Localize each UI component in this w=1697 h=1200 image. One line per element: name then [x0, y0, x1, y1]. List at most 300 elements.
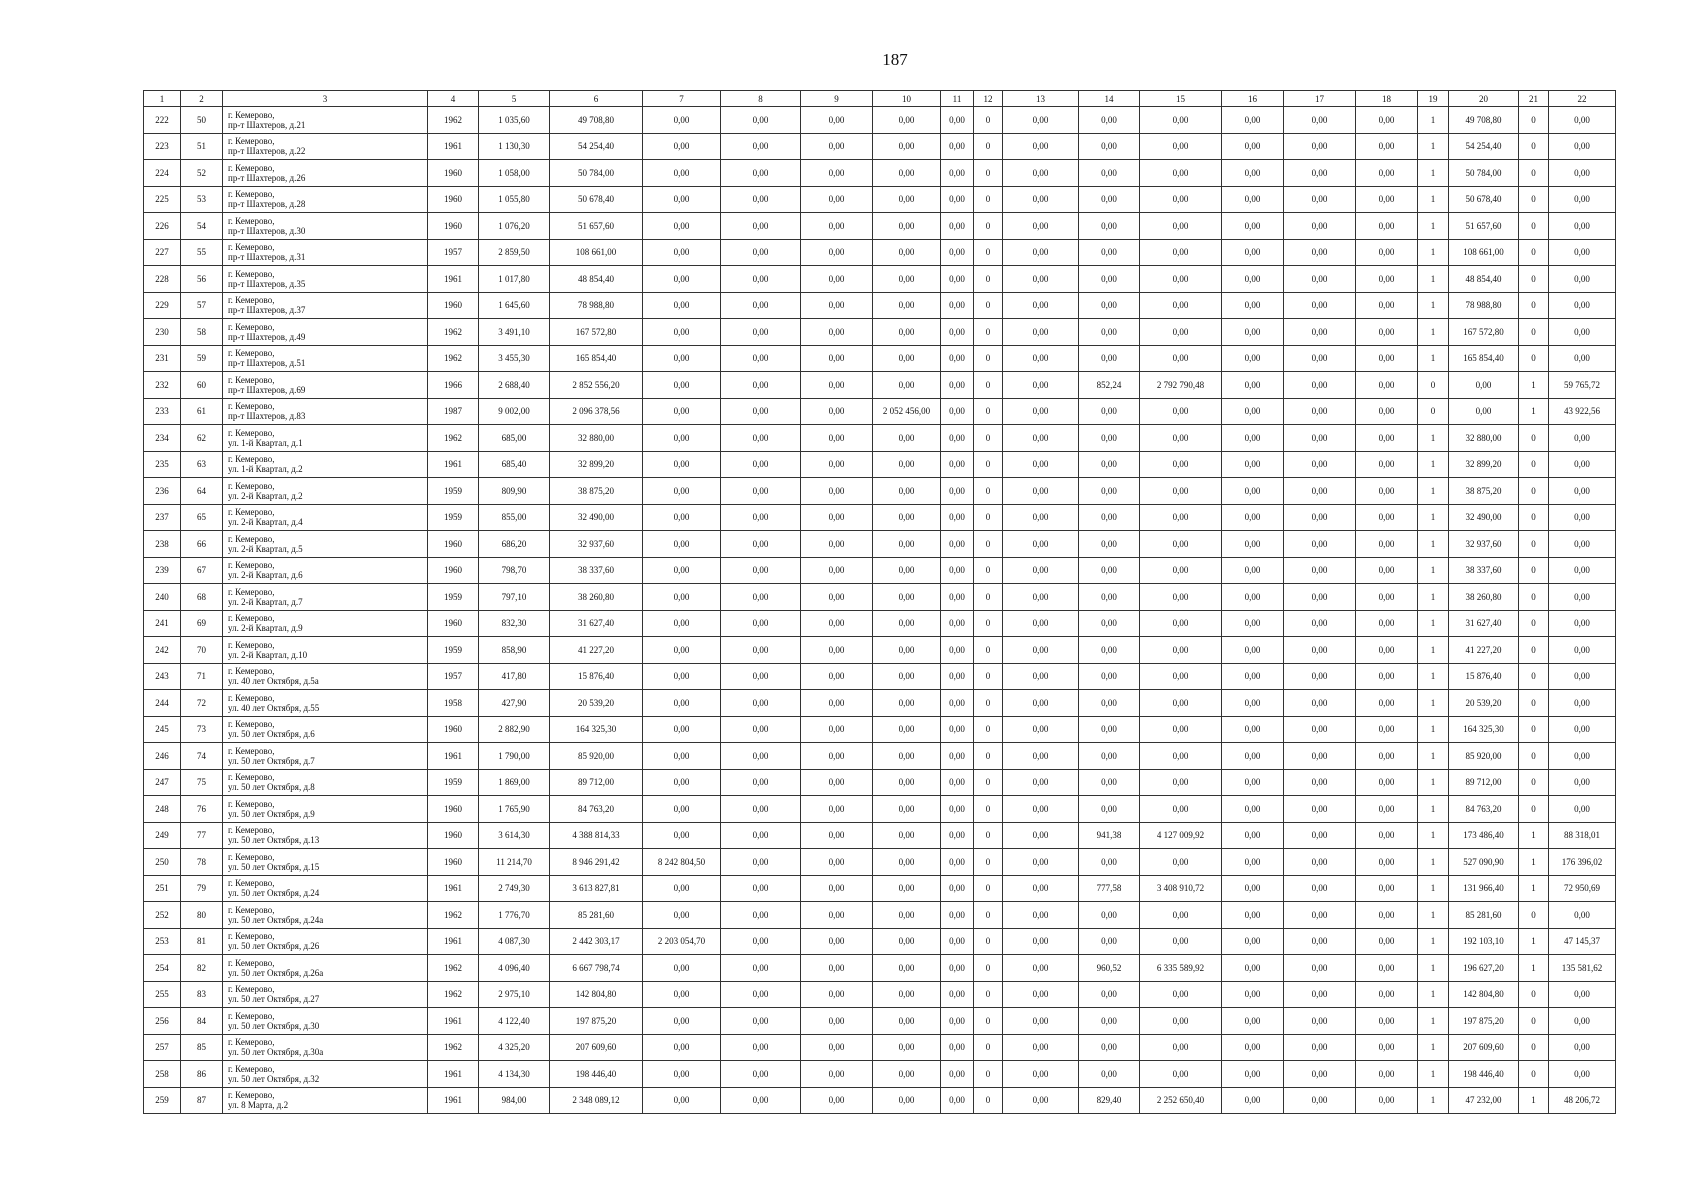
table-cell: 1 076,20: [479, 213, 550, 240]
column-header: 5: [479, 91, 550, 107]
table-cell: 38 260,80: [550, 584, 643, 611]
column-header: 12: [974, 91, 1003, 107]
table-cell: 0,00: [801, 531, 873, 558]
address-line: г. Кемерово,: [228, 745, 275, 756]
table-cell: 0,00: [1140, 292, 1222, 319]
table-cell: 164 325,30: [1449, 716, 1519, 743]
table-cell: 0,00: [1079, 107, 1140, 134]
table-cell: 255: [144, 981, 181, 1008]
table-cell: 1961: [428, 266, 479, 293]
table-cell: 0: [974, 981, 1003, 1008]
table-cell: 0,00: [1222, 610, 1284, 637]
table-cell: 0,00: [1222, 981, 1284, 1008]
table-cell: 0,00: [1222, 557, 1284, 584]
table-cell: 32 899,20: [550, 451, 643, 478]
table-row: [144, 451, 1616, 478]
table-cell: 48 206,72: [1549, 1087, 1616, 1114]
table-cell: 0,00: [721, 663, 801, 690]
table-cell: 0,00: [1356, 451, 1418, 478]
table-cell: 1: [1418, 902, 1449, 929]
table-cell: 0,00: [873, 451, 941, 478]
table-cell: 0: [974, 213, 1003, 240]
table-cell: 0: [974, 425, 1003, 452]
table-cell: 0,00: [1140, 769, 1222, 796]
table-cell: 0,00: [801, 345, 873, 372]
table-cell: 0,00: [1079, 186, 1140, 213]
table-cell: 20 539,20: [1449, 690, 1519, 717]
address-line: ул. 1-й Квартал, д.1: [228, 437, 303, 448]
table-cell: 0,00: [1079, 1034, 1140, 1061]
table-cell: 0,00: [721, 451, 801, 478]
table-cell: 0: [1519, 345, 1549, 372]
table-cell: 0,00: [1222, 451, 1284, 478]
table-cell: 0,00: [1549, 1008, 1616, 1035]
table-cell: 0,00: [1284, 769, 1356, 796]
table-cell: 0,00: [1222, 1061, 1284, 1088]
table-cell: 0,00: [1284, 531, 1356, 558]
table-cell: 1957: [428, 239, 479, 266]
address-cell: [223, 107, 428, 134]
table-cell: 38 260,80: [1449, 584, 1519, 611]
table-cell: 0,00: [1222, 372, 1284, 399]
table-cell: 0,00: [643, 663, 721, 690]
table-cell: 941,38: [1079, 822, 1140, 849]
table-cell: 1: [1418, 557, 1449, 584]
table-cell: 1: [1519, 1087, 1549, 1114]
table-cell: 0,00: [643, 796, 721, 823]
table-cell: 0,00: [643, 769, 721, 796]
table-cell: 225: [144, 186, 181, 213]
table-cell: 0: [974, 1008, 1003, 1035]
table-cell: 1: [1418, 849, 1449, 876]
table-cell: 0: [974, 716, 1003, 743]
column-header: 7: [643, 91, 721, 107]
table-cell: 0,00: [1003, 981, 1079, 1008]
table-cell: 1960: [428, 557, 479, 584]
table-cell: 0,00: [1549, 796, 1616, 823]
table-cell: 0: [1519, 504, 1549, 531]
table-cell: 0: [974, 557, 1003, 584]
address-cell: [223, 133, 428, 160]
table-cell: 0,00: [1003, 663, 1079, 690]
table-cell: 41 227,20: [550, 637, 643, 664]
table-cell: 2 749,30: [479, 875, 550, 902]
table-cell: 32 899,20: [1449, 451, 1519, 478]
table-cell: 0,00: [1003, 107, 1079, 134]
table-cell: 0,00: [721, 425, 801, 452]
table-cell: 0: [974, 1061, 1003, 1088]
table-row: [144, 531, 1616, 558]
table-cell: 0: [974, 796, 1003, 823]
table-cell: 0,00: [643, 610, 721, 637]
table-cell: 52: [181, 160, 223, 187]
table-cell: 685,40: [479, 451, 550, 478]
table-cell: 0,00: [1549, 716, 1616, 743]
table-cell: 0,00: [1140, 716, 1222, 743]
table-row: [144, 1061, 1616, 1088]
table-cell: 0: [1418, 372, 1449, 399]
table-row: [144, 743, 1616, 770]
table-cell: 0,00: [1222, 504, 1284, 531]
table-cell: 0,00: [1284, 239, 1356, 266]
table-cell: 0,00: [1356, 955, 1418, 982]
address-line: ул. 2-й Квартал, д.9: [228, 623, 303, 634]
table-cell: 254: [144, 955, 181, 982]
table-cell: 1: [1418, 875, 1449, 902]
table-cell: 0,00: [1356, 425, 1418, 452]
table-cell: 54: [181, 213, 223, 240]
table-cell: 0,00: [721, 875, 801, 902]
table-cell: 0,00: [801, 769, 873, 796]
address-line: г. Кемерово,: [228, 851, 275, 862]
table-cell: 0,00: [643, 478, 721, 505]
table-cell: 196 627,20: [1449, 955, 1519, 982]
address-line: г. Кемерово,: [228, 321, 275, 332]
table-cell: 1960: [428, 716, 479, 743]
table-row: [144, 716, 1616, 743]
table-cell: 0,00: [1356, 981, 1418, 1008]
table-body: [144, 107, 1616, 1114]
table-cell: 0,00: [721, 557, 801, 584]
table-cell: 0,00: [1222, 690, 1284, 717]
table-cell: 0: [974, 504, 1003, 531]
table-cell: 0,00: [801, 186, 873, 213]
address-cell: [223, 1008, 428, 1035]
table-cell: 0: [1519, 584, 1549, 611]
table-cell: 0: [1519, 451, 1549, 478]
table-cell: 0,00: [1284, 451, 1356, 478]
table-cell: 54 254,40: [550, 133, 643, 160]
address-cell: [223, 292, 428, 319]
table-cell: 0: [974, 319, 1003, 346]
table-cell: 0,00: [1140, 319, 1222, 346]
column-header: 8: [721, 91, 801, 107]
table-cell: 0,00: [1284, 1087, 1356, 1114]
table-cell: 427,90: [479, 690, 550, 717]
table-cell: 0,00: [1003, 849, 1079, 876]
address-line: г. Кемерово,: [228, 109, 275, 120]
table-cell: 0,00: [1356, 743, 1418, 770]
table-cell: 0,00: [643, 557, 721, 584]
table-cell: 0,00: [941, 345, 974, 372]
table-cell: 0,00: [1003, 690, 1079, 717]
address-line: г. Кемерово,: [228, 374, 275, 385]
table-cell: 0,00: [1549, 769, 1616, 796]
table-cell: 0,00: [1284, 875, 1356, 902]
address-line: г. Кемерово,: [228, 719, 275, 730]
table-cell: 0,00: [1356, 796, 1418, 823]
table-cell: 0,00: [1140, 345, 1222, 372]
table-cell: 0,00: [801, 690, 873, 717]
table-cell: 1961: [428, 875, 479, 902]
table-cell: 0,00: [1356, 557, 1418, 584]
table-cell: 0,00: [941, 451, 974, 478]
table-cell: 0,00: [801, 875, 873, 902]
address-line: г. Кемерово,: [228, 427, 275, 438]
address-line: г. Кемерово,: [228, 533, 275, 544]
table-cell: 1 130,30: [479, 133, 550, 160]
table-cell: 48 854,40: [550, 266, 643, 293]
table-cell: 84: [181, 1008, 223, 1035]
table-cell: 0,00: [1140, 398, 1222, 425]
table-cell: 234: [144, 425, 181, 452]
table-cell: 59 765,72: [1549, 372, 1616, 399]
table-cell: 246: [144, 743, 181, 770]
address-cell: [223, 345, 428, 372]
table-cell: 809,90: [479, 478, 550, 505]
table-cell: 0: [1519, 637, 1549, 664]
table-cell: 0,00: [873, 902, 941, 929]
table-cell: 0: [1519, 610, 1549, 637]
table-cell: 1957: [428, 663, 479, 690]
table-cell: 1960: [428, 531, 479, 558]
table-cell: 0,00: [721, 478, 801, 505]
table-cell: 1 645,60: [479, 292, 550, 319]
table-cell: 0,00: [1003, 345, 1079, 372]
table-cell: 84 763,20: [550, 796, 643, 823]
table-cell: 0: [1418, 398, 1449, 425]
table-cell: 0,00: [1140, 160, 1222, 187]
column-header: 1: [144, 91, 181, 107]
table-cell: 0,00: [873, 319, 941, 346]
table-cell: 50 784,00: [1449, 160, 1519, 187]
table-cell: 3 613 827,81: [550, 875, 643, 902]
table-cell: 85 920,00: [550, 743, 643, 770]
table-cell: 0,00: [1003, 584, 1079, 611]
table-cell: 0,00: [1549, 610, 1616, 637]
table-cell: 0,00: [801, 239, 873, 266]
table-cell: 0,00: [1079, 849, 1140, 876]
address-line: г. Кемерово,: [228, 586, 275, 597]
table-cell: 1: [1418, 451, 1449, 478]
table-cell: 0: [974, 955, 1003, 982]
table-cell: 0,00: [1222, 1008, 1284, 1035]
address-cell: [223, 186, 428, 213]
table-row: [144, 875, 1616, 902]
table-cell: 108 661,00: [1449, 239, 1519, 266]
address-line: г. Кемерово,: [228, 639, 275, 650]
table-cell: 0,00: [1222, 186, 1284, 213]
table-cell: 0: [1519, 186, 1549, 213]
table-cell: 0,00: [1356, 849, 1418, 876]
table-cell: 0: [1519, 319, 1549, 346]
table-cell: 0,00: [1140, 849, 1222, 876]
table-cell: 248: [144, 796, 181, 823]
column-header: 6: [550, 91, 643, 107]
table-cell: 0,00: [643, 266, 721, 293]
table-cell: 4 122,40: [479, 1008, 550, 1035]
address-line: г. Кемерово,: [228, 162, 275, 173]
address-line: пр-т Шахтеров, д.51: [228, 358, 306, 369]
table-cell: 1: [1418, 981, 1449, 1008]
table-cell: 1: [1418, 133, 1449, 160]
table-cell: 0,00: [1356, 1034, 1418, 1061]
table-cell: 70: [181, 637, 223, 664]
table-cell: 0,00: [1356, 769, 1418, 796]
table-cell: 0,00: [1079, 690, 1140, 717]
table-cell: 31 627,40: [550, 610, 643, 637]
table-cell: 0,00: [1140, 743, 1222, 770]
table-cell: 0,00: [1079, 266, 1140, 293]
table-cell: 0,00: [643, 743, 721, 770]
table-cell: 1: [1418, 478, 1449, 505]
table-cell: 0,00: [941, 690, 974, 717]
table-cell: 527 090,90: [1449, 849, 1519, 876]
address-line: ул. 50 лет Октября, д.26а: [228, 967, 324, 978]
table-cell: 4 134,30: [479, 1061, 550, 1088]
table-cell: 0,00: [1140, 902, 1222, 929]
table-cell: 0,00: [721, 213, 801, 240]
address-line: г. Кемерово,: [228, 878, 275, 889]
table-cell: 0,00: [721, 1061, 801, 1088]
table-cell: 1: [1418, 769, 1449, 796]
table-cell: 77: [181, 822, 223, 849]
column-header: 15: [1140, 91, 1222, 107]
table-cell: 0,00: [1079, 981, 1140, 1008]
table-cell: 0,00: [1356, 107, 1418, 134]
table-cell: 85 920,00: [1449, 743, 1519, 770]
table-cell: 0,00: [1284, 266, 1356, 293]
table-cell: 0: [1519, 769, 1549, 796]
table-cell: 0,00: [1549, 319, 1616, 346]
table-cell: 0: [974, 743, 1003, 770]
table-cell: 258: [144, 1061, 181, 1088]
table-cell: 0,00: [1079, 663, 1140, 690]
address-line: ул. 50 лет Октября, д.26: [228, 941, 320, 952]
register-table: [143, 90, 1616, 1114]
table-cell: 0,00: [1284, 584, 1356, 611]
table-cell: 0: [974, 902, 1003, 929]
table-cell: 1: [1519, 372, 1549, 399]
table-cell: 0,00: [801, 451, 873, 478]
table-cell: 0,00: [1549, 292, 1616, 319]
table-cell: 0,00: [1284, 743, 1356, 770]
table-row: [144, 107, 1616, 134]
table-cell: 69: [181, 610, 223, 637]
table-cell: 0: [1519, 663, 1549, 690]
table-cell: 0,00: [643, 292, 721, 319]
table-cell: 164 325,30: [550, 716, 643, 743]
table-cell: 0: [1519, 1061, 1549, 1088]
table-cell: 165 854,40: [1449, 345, 1519, 372]
table-cell: 0: [1519, 743, 1549, 770]
table-cell: 0,00: [873, 478, 941, 505]
table-cell: 0,00: [941, 1008, 974, 1035]
table-cell: 0,00: [1079, 160, 1140, 187]
table-cell: 0: [974, 928, 1003, 955]
table-row: [144, 663, 1616, 690]
address-line: г. Кемерово,: [228, 242, 275, 253]
table-cell: 87: [181, 1087, 223, 1114]
table-cell: 0,00: [1549, 981, 1616, 1008]
table-cell: 0,00: [1284, 504, 1356, 531]
table-cell: 0: [974, 345, 1003, 372]
address-line: г. Кемерово,: [228, 295, 275, 306]
table-cell: 0,00: [1222, 716, 1284, 743]
table-cell: 229: [144, 292, 181, 319]
table-cell: 0,00: [873, 372, 941, 399]
table-cell: 0,00: [1449, 372, 1519, 399]
table-cell: 0,00: [1003, 239, 1079, 266]
table-cell: 240: [144, 584, 181, 611]
table-cell: 0,00: [873, 292, 941, 319]
table-cell: 78 988,80: [1449, 292, 1519, 319]
table-cell: 83: [181, 981, 223, 1008]
table-cell: 0,00: [1549, 584, 1616, 611]
table-cell: 0,00: [1222, 478, 1284, 505]
table-cell: 108 661,00: [550, 239, 643, 266]
table-row: [144, 584, 1616, 611]
table-cell: 0,00: [1356, 637, 1418, 664]
table-cell: 0,00: [801, 1061, 873, 1088]
table-cell: 0,00: [941, 1061, 974, 1088]
table-cell: 686,20: [479, 531, 550, 558]
table-cell: 243: [144, 663, 181, 690]
table-cell: 0,00: [941, 743, 974, 770]
table-cell: 222: [144, 107, 181, 134]
table-cell: 0,00: [643, 451, 721, 478]
table-cell: 1966: [428, 372, 479, 399]
address-line: ул. 50 лет Октября, д.30: [228, 1020, 320, 1031]
table-cell: 0,00: [721, 1034, 801, 1061]
address-line: г. Кемерово,: [228, 268, 275, 279]
table-cell: 0,00: [873, 796, 941, 823]
table-cell: 0,00: [873, 981, 941, 1008]
table-cell: 0: [1519, 1034, 1549, 1061]
table-cell: 0,00: [941, 372, 974, 399]
address-cell: [223, 849, 428, 876]
table-row: [144, 610, 1616, 637]
table-cell: 0,00: [1356, 504, 1418, 531]
table-cell: 230: [144, 319, 181, 346]
address-cell: [223, 478, 428, 505]
address-line: г. Кемерово,: [228, 692, 275, 703]
table-cell: 0,00: [1549, 133, 1616, 160]
table-cell: 0,00: [643, 955, 721, 982]
table-cell: 1: [1418, 1087, 1449, 1114]
table-cell: 247: [144, 769, 181, 796]
table-cell: 1: [1519, 955, 1549, 982]
table-cell: 142 804,80: [550, 981, 643, 1008]
table-cell: 0,00: [1079, 531, 1140, 558]
table-cell: 1: [1418, 1008, 1449, 1035]
table-cell: 0,00: [1222, 345, 1284, 372]
table-cell: 72 950,69: [1549, 875, 1616, 902]
address-cell: [223, 372, 428, 399]
table-cell: 0: [1519, 266, 1549, 293]
table-cell: 0,00: [1356, 663, 1418, 690]
address-line: г. Кемерово,: [228, 1063, 275, 1074]
table-cell: 1 869,00: [479, 769, 550, 796]
table-cell: 0,00: [801, 107, 873, 134]
address-line: пр-т Шахтеров, д.83: [228, 411, 306, 422]
table-cell: 0,00: [801, 425, 873, 452]
table-cell: 0,00: [873, 213, 941, 240]
table-cell: 15 876,40: [550, 663, 643, 690]
table-cell: 0,00: [1079, 504, 1140, 531]
table-cell: 0,00: [643, 584, 721, 611]
table-cell: 0,00: [941, 637, 974, 664]
address-line: пр-т Шахтеров, д.30: [228, 225, 306, 236]
table-cell: 64: [181, 478, 223, 505]
table-cell: 0,00: [1003, 902, 1079, 929]
table-cell: 0,00: [643, 531, 721, 558]
table-cell: 0,00: [721, 1087, 801, 1114]
table-cell: 0,00: [643, 398, 721, 425]
table-cell: 0,00: [1222, 292, 1284, 319]
column-header: 16: [1222, 91, 1284, 107]
table-cell: 0,00: [643, 637, 721, 664]
